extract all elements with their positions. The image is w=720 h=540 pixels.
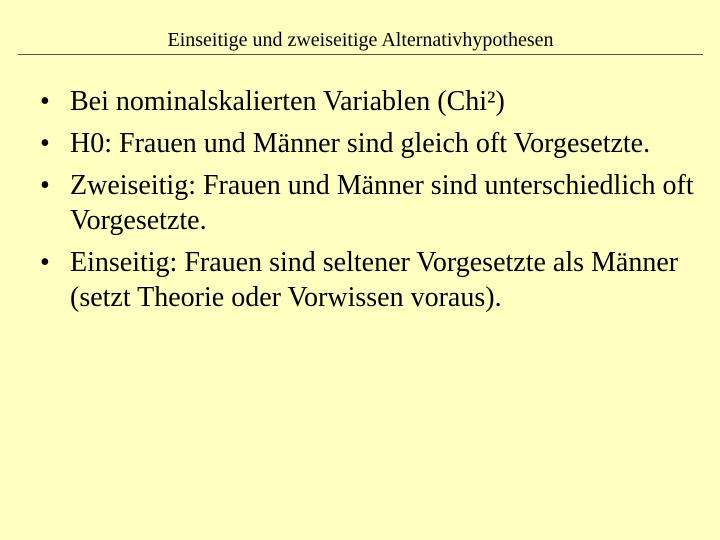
bullet-item [40, 168, 700, 238]
bullet-item [40, 245, 700, 315]
bullet-item [40, 84, 700, 119]
bullet-item [40, 126, 700, 161]
bullet-icon: • [40, 128, 50, 159]
bullet-text: Einseitig: Frauen sind seltener Vorgesetzte als Männer (setzt Theorie oder Vorwissen voraus). [70, 247, 679, 313]
bullet-icon: • [40, 170, 50, 201]
bullet-text: H0: Frauen und Männer sind gleich oft Vorgesetzte. [70, 128, 651, 159]
bullet-icon: • [40, 86, 50, 117]
bullet-list [40, 84, 700, 322]
slide-title: Einseitige und zweiseitige Alternativhypothesen [18, 26, 703, 55]
bullet-text: Bei nominalskalierten Variablen (Chi²) [70, 86, 505, 117]
bullet-text: Zweiseitig: Frauen und Männer sind unterschiedlich oft Vorgesetzte. [70, 170, 694, 236]
bullet-icon: • [40, 247, 50, 278]
